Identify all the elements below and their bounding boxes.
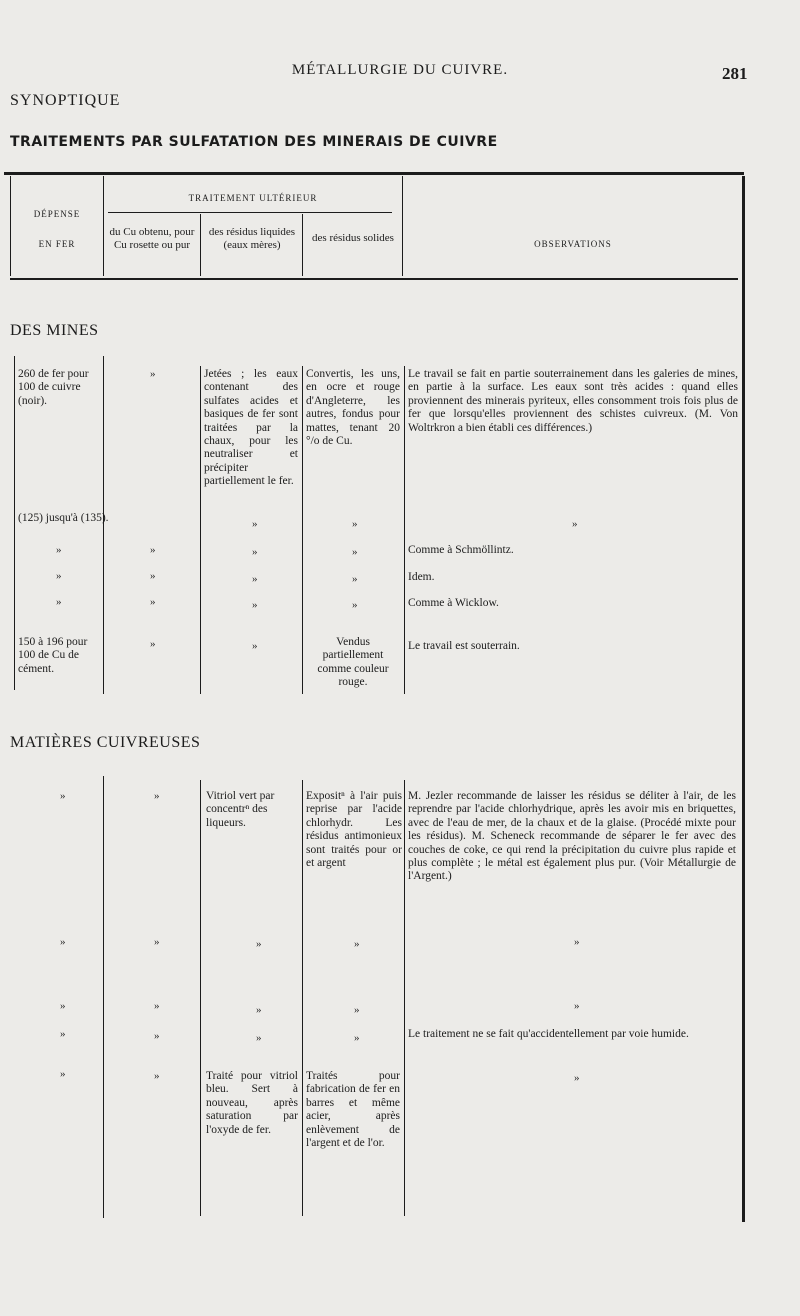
matieres-row5-residus-liquides: Traité pour vitriol bleu. Sert à nouveau, après saturation par l'oxyde de fer. xyxy=(206,1070,298,1136)
ditto-mark: » xyxy=(574,1072,580,1084)
ditto-mark: » xyxy=(154,790,160,802)
header-bottom-rule xyxy=(10,278,738,280)
ditto-mark: » xyxy=(60,1068,66,1080)
ditto-mark: » xyxy=(150,638,156,650)
page-title: TRAITEMENTS PAR SULFATATION DES MINERAIS DE CUIVRE xyxy=(10,134,498,150)
running-head: MÉTALLURGIE DU CUIVRE. xyxy=(291,62,509,78)
header-divider xyxy=(10,176,11,276)
ditto-mark: » xyxy=(60,936,66,948)
column-divider xyxy=(302,780,303,1216)
ditto-mark: » xyxy=(252,573,258,585)
row6-observations: Le travail est souterrain. xyxy=(408,640,520,652)
ditto-mark: » xyxy=(60,1028,66,1040)
ditto-mark: » xyxy=(56,544,62,556)
header-divider xyxy=(103,176,104,276)
ditto-mark: » xyxy=(352,518,358,530)
ditto-mark: » xyxy=(154,1070,160,1082)
header-divider xyxy=(742,176,745,1222)
row5-observations: Comme à Wicklow. xyxy=(408,597,499,609)
matieres-row1-residus-solides: Expositⁿ à l'air puis reprise par l'acide chlorhydr. Les résidus antimonieux sont traités pour or et argent xyxy=(306,790,402,870)
section-des-mines: DES MINES xyxy=(10,322,99,339)
row1-depense: 260 de fer pour 100 de cuivre (noir). xyxy=(18,368,89,407)
ditto-mark: » xyxy=(150,368,156,380)
ditto-mark: » xyxy=(256,1032,262,1044)
ditto-mark: » xyxy=(150,544,156,556)
ditto-mark: » xyxy=(154,1000,160,1012)
ditto-mark: » xyxy=(56,596,62,608)
row6-residus-solides: Vendus partiellement comme couleur rouge. xyxy=(317,636,389,689)
traitement-rule xyxy=(108,212,392,213)
ditto-mark: » xyxy=(150,596,156,608)
ditto-mark: » xyxy=(252,546,258,558)
table-top-rule xyxy=(4,172,744,175)
ditto-mark: » xyxy=(252,640,258,652)
header-en-fer: EN FER xyxy=(38,239,76,249)
ditto-mark: » xyxy=(352,546,358,558)
ditto-mark: » xyxy=(154,936,160,948)
row1-residus-liquides: Jetées ; les eaux contenant des sulfates acides et basiques de fer sont traitées par la chaux, pour les neutraliser et précipiter partiellement le fer. xyxy=(204,368,298,488)
header-residus-liquides: des résidus liquides (eaux mères) xyxy=(208,226,296,251)
column-divider xyxy=(404,366,405,694)
ditto-mark: » xyxy=(256,1004,262,1016)
column-divider xyxy=(14,356,15,690)
matieres-row5-residus-solides: Traités pour fabrication de fer en barres et même acier, après enlèvement de l'argent et de l'or. xyxy=(306,1070,400,1150)
section-matieres-cuivreuses: MATIÈRES CUIVREUSES xyxy=(10,734,201,751)
row4-observations: Idem. xyxy=(408,571,435,583)
column-divider xyxy=(200,780,201,1216)
ditto-mark: » xyxy=(154,1030,160,1042)
header-divider xyxy=(402,176,403,276)
header-divider xyxy=(200,214,201,276)
row1-residus-solides: Convertis, les uns, en ocre et rouge d'Angleterre, les autres, fondus pour mattes, tenant 20 °/o de Cu. xyxy=(306,368,400,448)
column-divider xyxy=(200,366,201,694)
ditto-mark: » xyxy=(574,1000,580,1012)
ditto-mark: » xyxy=(352,599,358,611)
ditto-mark: » xyxy=(60,790,66,802)
column-divider xyxy=(302,366,303,694)
row6-depense: 150 à 196 pour 100 de Cu de cément. xyxy=(18,636,88,675)
column-divider xyxy=(404,780,405,1216)
ditto-mark: » xyxy=(354,1032,360,1044)
ditto-mark: » xyxy=(60,1000,66,1012)
column-divider xyxy=(103,776,104,1218)
ditto-mark: » xyxy=(252,599,258,611)
ditto-mark: » xyxy=(150,570,156,582)
matieres-row1-observations: M. Jezler recommande de laisser les résidus se déliter à l'air, de les reprendre par l'acide chlorhydrique, après les avoir mis en briquettes, avec de l'eau de mer, de la chaux et de la glaise. (Procédé mixte pour les résidus). M. Scheneck recommande de séparer le fer avec des couches de coke, ce qui rend la précipitation du cuivre plus rapide et plus complète ; le métal est également plus pur. (Voir Métallurgie de l'Argent.) xyxy=(408,790,736,883)
page-number: 281 xyxy=(722,64,748,83)
ditto-mark: » xyxy=(574,936,580,948)
header-divider xyxy=(302,214,303,276)
ditto-mark: » xyxy=(354,938,360,950)
header-cu-obtenu: du Cu obtenu, pour Cu rosette ou pur xyxy=(109,226,195,251)
row2-depense: (125) jusqu'à (135). xyxy=(18,512,109,524)
matieres-row4-observations: Le traitement ne se fait qu'accidentellement par voie humide. xyxy=(408,1028,689,1040)
synoptique-label: SYNOPTIQUE xyxy=(10,92,121,109)
header-depense: DÉPENSE xyxy=(33,209,81,219)
ditto-mark: » xyxy=(352,573,358,585)
ditto-mark: » xyxy=(354,1004,360,1016)
matieres-row1-residus-liquides: Vitriol vert par concentrⁿ des liqueurs. xyxy=(206,790,275,829)
header-residus-solides: des résidus solides xyxy=(312,232,394,244)
ditto-mark: » xyxy=(572,518,578,530)
row1-observations: Le travail se fait en partie souterrainement dans les galeries de mines, en partie à la surface. Les eaux sont très acides : quand elles proviennent des minerais pyriteux, elles consomment trois fois plus de fer que lorsqu'elles proviennent des schistes cuivreux. (M. Von Woltrkron a bien établi ces différences.) xyxy=(408,368,738,434)
ditto-mark: » xyxy=(56,570,62,582)
ditto-mark: » xyxy=(252,518,258,530)
row3-observations: Comme à Schmöllintz. xyxy=(408,544,514,556)
header-traitement-ulterieur: TRAITEMENT ULTÉRIEUR xyxy=(188,193,318,203)
ditto-mark: » xyxy=(256,938,262,950)
header-observations: OBSERVATIONS xyxy=(534,239,612,249)
